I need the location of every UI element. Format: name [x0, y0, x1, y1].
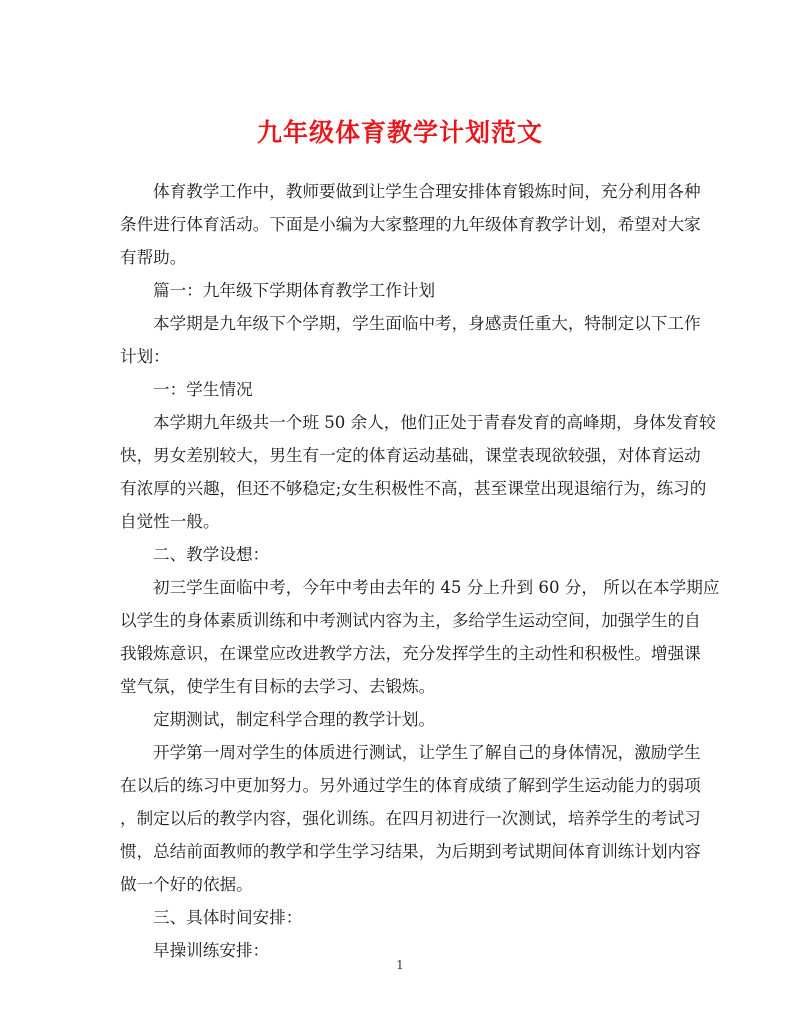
paragraph [120, 373, 680, 406]
paragraph-line: 定期测试，制定科学合理的教学计划。 [153, 710, 436, 729]
paragraph-line: 本学期是九年级下个学期，学生面临中考，身感责任重大，特制定以下工作 [153, 314, 701, 333]
paragraph-line: 本学期九年级共一个班 50 余人，他们正处于青春发育的高峰期，身体发育较 [153, 413, 716, 432]
paragraph-line: 条件进行体育活动。下面是小编为大家整理的九年级体育教学计划，希望对大家 [120, 215, 701, 234]
paragraph-line: 做一个好的依据。 [120, 875, 253, 894]
paragraph [120, 175, 701, 274]
paragraph-line: 以学生的身体素质训练和中考测试内容为主，多给学生运动空间，加强学生的自 [120, 611, 701, 630]
paragraph-line: 惯，总结前面教师的教学和学生学习结果，为后期到考试期间体育训练计划内容 [120, 842, 701, 861]
paragraph-line: 早操训练安排： [153, 941, 270, 960]
paragraph-line: 堂气氛，使学生有目标的去学习、去锻炼。 [120, 677, 436, 696]
paragraph-line: 自觉性一般。 [120, 512, 220, 531]
paragraph [120, 571, 720, 703]
paragraph [120, 736, 701, 901]
paragraph [120, 703, 680, 736]
paragraph [120, 406, 716, 538]
paragraph-line: 计划： [120, 347, 170, 366]
paragraph-line: ，制定以后的教学内容，强化训练。在四月初进行一次测试，培养学生的考试习 [120, 809, 701, 828]
paragraph-line: 有帮助。 [120, 248, 187, 267]
paragraph-line: 有浓厚的兴趣，但还不够稳定;女生积极性不高，甚至课堂出现退缩行为，练习的 [120, 479, 707, 498]
paragraph-line: 一：学生情况 [153, 380, 253, 399]
document-body [120, 175, 720, 967]
paragraph-line: 二、教学设想： [153, 545, 270, 564]
paragraph-line: 在以后的练习中更加努力。另外通过学生的体育成绩了解到学生运动能力的弱项 [120, 776, 701, 795]
paragraph [120, 307, 701, 373]
paragraph-line: 体育教学工作中，教师要做到让学生合理安排体育锻炼时间，充分利用各种 [153, 182, 701, 201]
paragraph-line: 三、具体时间安排： [153, 908, 303, 927]
paragraph-line: 我锻炼意识，在课堂应改进教学方法，充分发挥学生的主动性和积极性。增强课 [120, 644, 701, 663]
paragraph [120, 274, 680, 307]
paragraph [120, 538, 680, 571]
paragraph-line: 开学第一周对学生的体质进行测试，让学生了解自己的身体情况，激励学生 [153, 743, 701, 762]
paragraph-line: 初三学生面临中考，今年中考由去年的 45 分上升到 60 分， 所以在本学期应 [153, 578, 720, 597]
paragraph-line: 篇一：九年级下学期体育教学工作计划 [153, 281, 436, 300]
paragraph-line: 快，男女差别较大，男生有一定的体育运动基础，课堂表现欲较强，对体育运动 [120, 446, 701, 465]
page-number: 1 [396, 958, 404, 972]
paragraph [120, 901, 680, 934]
document-title: 九年级体育教学计划范文 [256, 118, 543, 147]
